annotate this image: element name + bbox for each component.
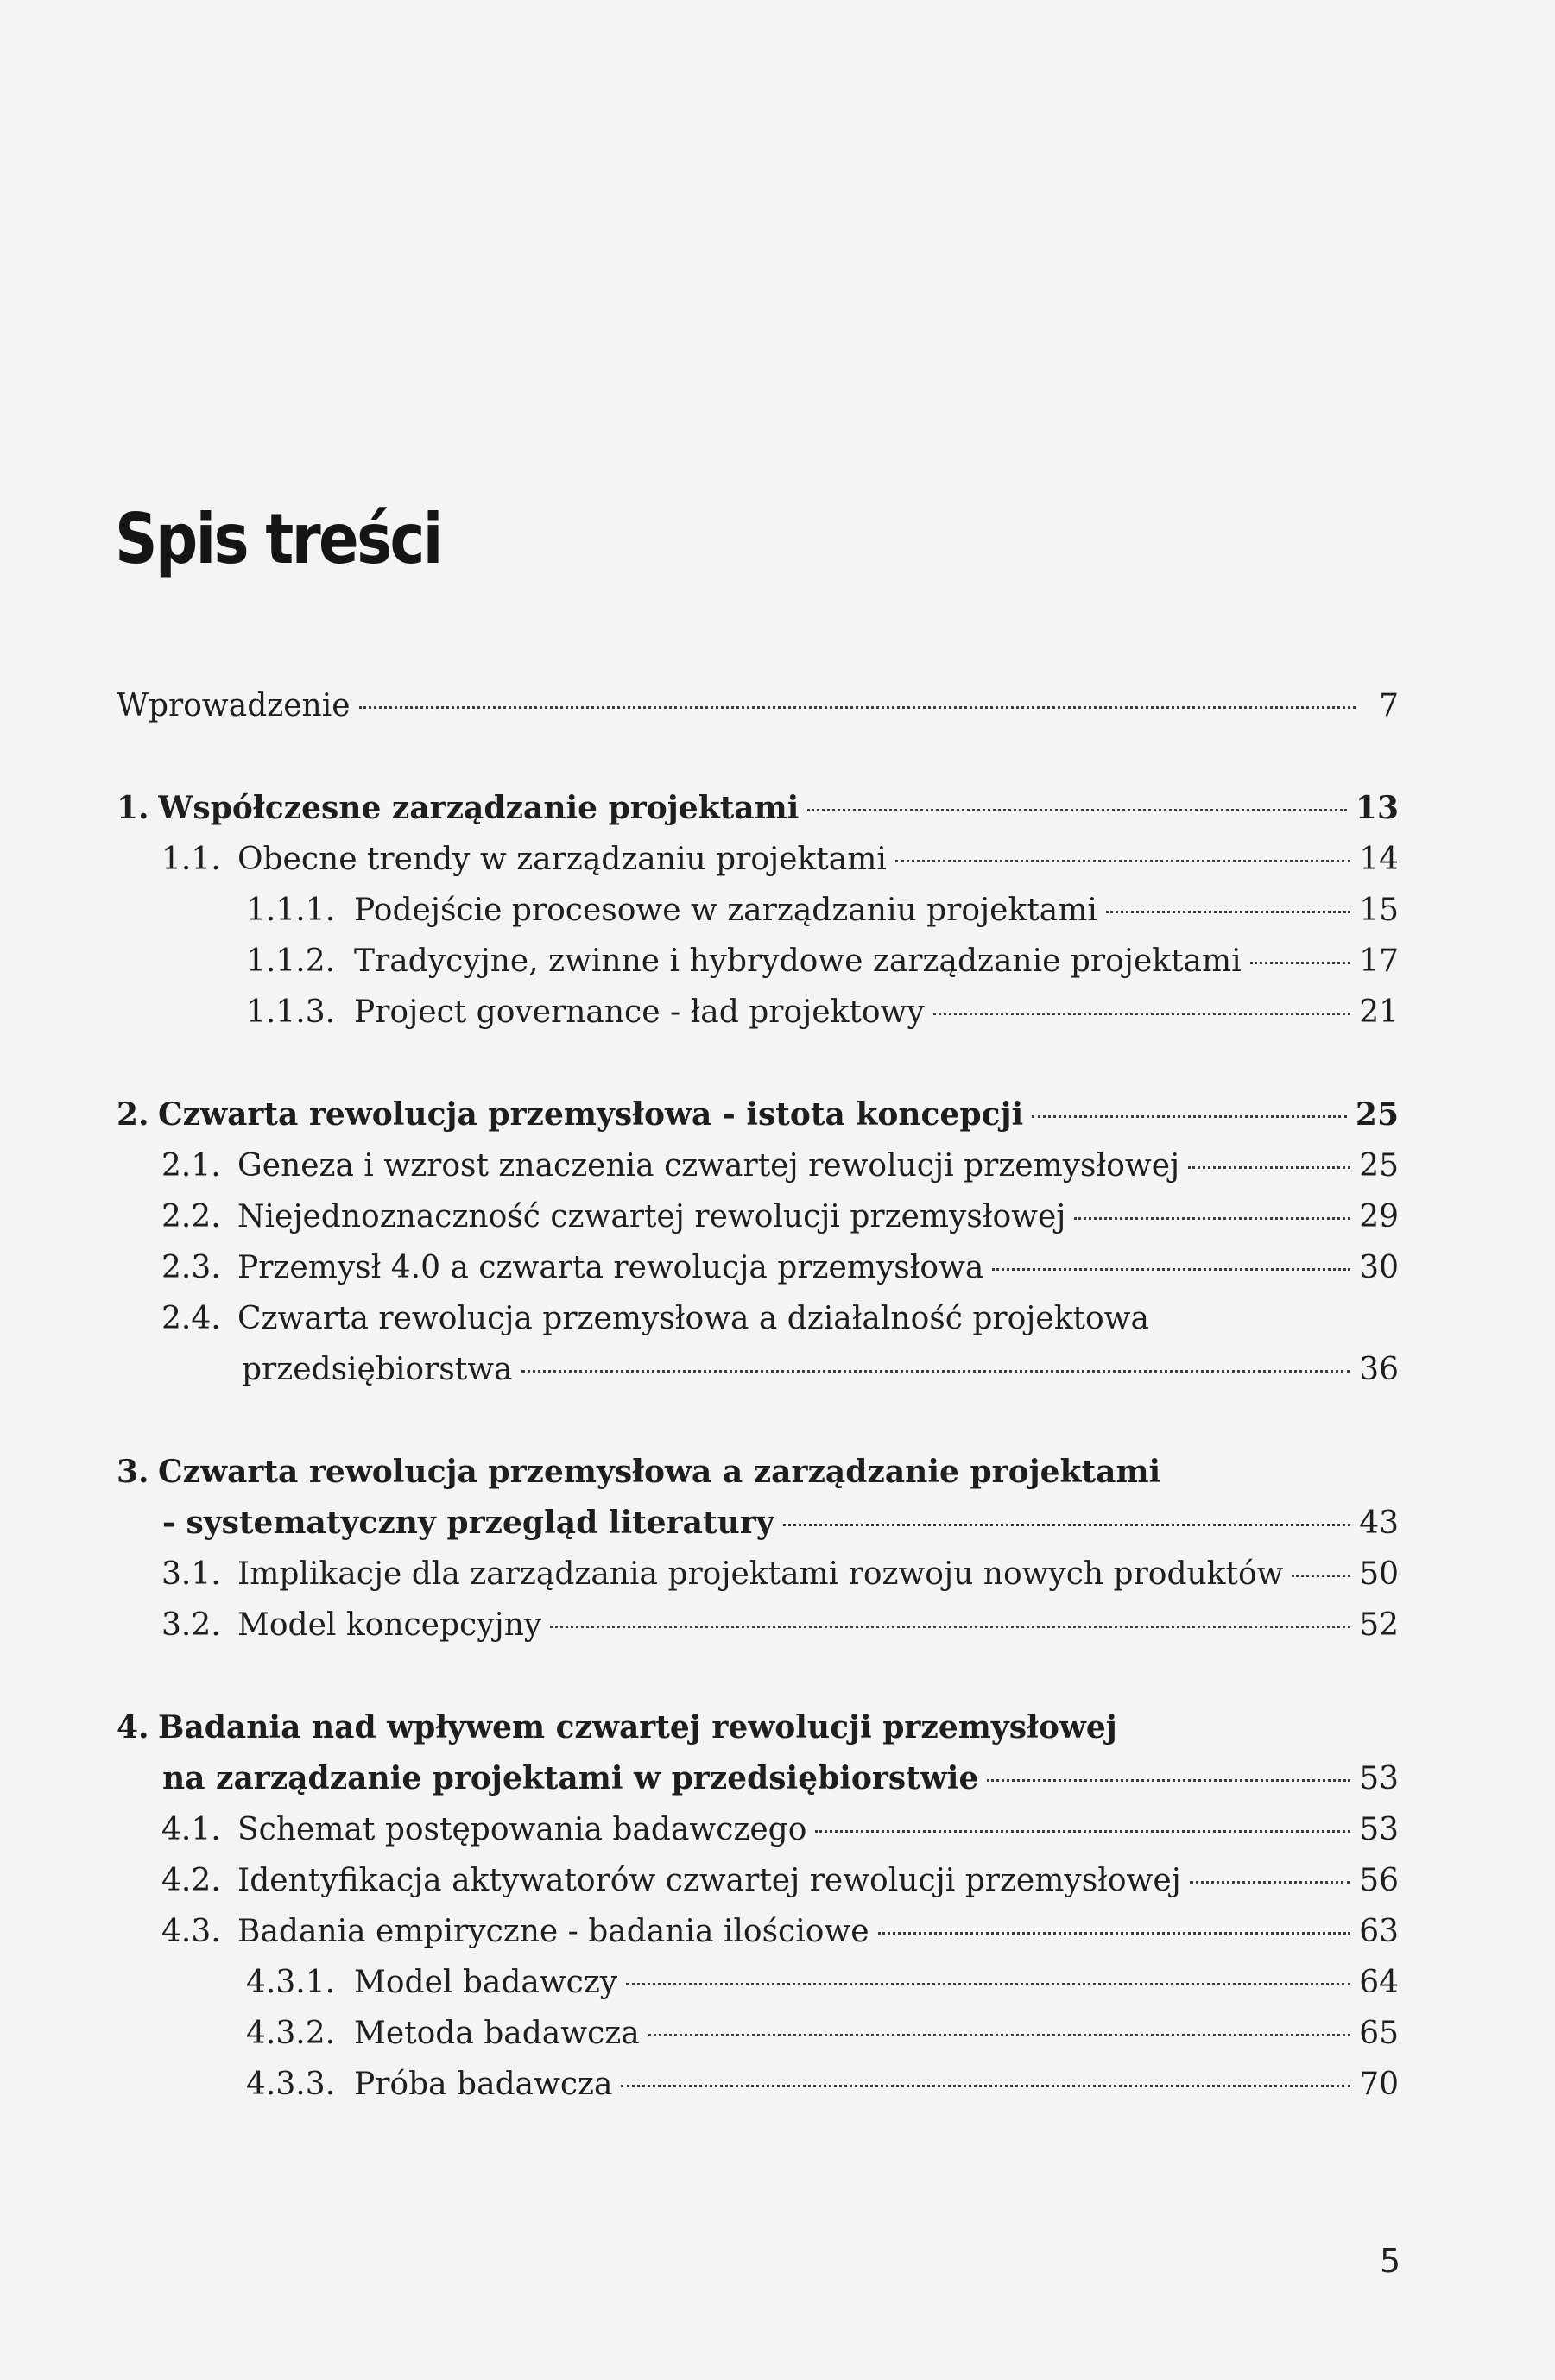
toc-entry-page: 30 (1359, 1250, 1399, 1285)
toc-entry[interactable] (117, 885, 1399, 936)
toc-entry[interactable] (117, 1906, 1399, 1957)
toc-entry-title: Współczesne zarządzanie projektami (158, 790, 800, 826)
toc-entry[interactable] (117, 2059, 1399, 2110)
toc-entry-number: 2.2. (161, 1199, 221, 1234)
toc-entry-title: Próba badawcza (354, 2067, 613, 2102)
toc-entry[interactable] (117, 1549, 1399, 1600)
toc-leader-dots (807, 809, 1347, 811)
toc-entry-number: 4.1. (161, 1812, 221, 1847)
page-number: 5 (1380, 2242, 1401, 2280)
toc-entry-number: 2.1. (161, 1148, 221, 1184)
toc-entry-title: Czwarta rewolucja przemysłowa - istota koncepcji (158, 1096, 1024, 1133)
toc-entry-title: Czwarta rewolucja przemysłowa a zarządzanie projektami (158, 1454, 1161, 1490)
toc-entry-title: Badania empiryczne - badania ilościowe (237, 1914, 869, 1949)
toc-entry-title: Czwarta rewolucja przemysłowa a działalność projektowa (237, 1301, 1149, 1336)
toc-section-gap (117, 1395, 1399, 1447)
toc-entry[interactable] (117, 1140, 1399, 1191)
toc-entry[interactable] (117, 1191, 1399, 1242)
toc-leader-dots (1190, 1881, 1350, 1884)
toc-leader-dots (1106, 911, 1350, 913)
toc-entry-page: 29 (1359, 1199, 1399, 1234)
toc-leader-dots (621, 2085, 1350, 2087)
toc-entry-title: Project governance - ład projektowy (354, 994, 925, 1030)
toc-entry-number: 3. (117, 1454, 149, 1490)
toc-entry[interactable] (117, 1804, 1399, 1855)
toc-leader-dots (359, 706, 1356, 709)
toc-entry-page: 70 (1359, 2067, 1399, 2102)
toc-entry-title: Identyfikacja aktywatorów czwartej rewolucji przemysłowej (237, 1863, 1181, 1898)
toc-leader-dots (550, 1626, 1350, 1628)
toc-entry[interactable] (117, 1447, 1399, 1498)
toc-entry-title: Obecne trendy w zarządzaniu projektami (237, 842, 887, 877)
toc-entry[interactable] (117, 2008, 1399, 2059)
toc-entry-title: Niejednoznaczność czwartej rewolucji przemysłowej (237, 1199, 1066, 1234)
toc-entry-number: 4.3. (161, 1914, 221, 1949)
toc-entry-number: 4.3.1. (246, 1965, 336, 2000)
toc-entry-number: 4. (117, 1709, 149, 1746)
toc-leader-dots (815, 1830, 1350, 1833)
toc-leader-dots (878, 1932, 1351, 1935)
toc-entry-number: 2.4. (161, 1301, 221, 1336)
toc-entry-page: 14 (1359, 842, 1399, 877)
toc-entry-title-cont: przedsiębiorstwa (242, 1352, 513, 1387)
toc-entry-page: 7 (1379, 688, 1399, 723)
toc-entry-page: 15 (1359, 893, 1399, 928)
toc-entry[interactable] (117, 783, 1399, 834)
table-of-contents (117, 680, 1399, 2110)
toc-entry-number: 2. (117, 1096, 149, 1133)
toc-leader-dots (783, 1524, 1351, 1526)
toc-entry-page: 21 (1359, 994, 1399, 1030)
toc-entry-title: Wprowadzenie (117, 688, 351, 723)
toc-entry-page: 53 (1359, 1761, 1399, 1796)
toc-entry-title: Schemat postępowania badawczego (237, 1812, 807, 1847)
toc-entry-title: Badania nad wpływem czwartej rewolucji przemysłowej (158, 1709, 1117, 1746)
toc-entry-number: 1.1. (161, 842, 221, 877)
toc-section-gap (117, 731, 1399, 783)
toc-entry-title-cont: - systematyczny przegląd literatury (162, 1505, 774, 1541)
toc-leader-dots (1292, 1575, 1350, 1577)
toc-entry-page: 25 (1359, 1148, 1399, 1184)
toc-leader-dots (626, 1983, 1350, 1985)
toc-leader-dots (648, 2034, 1351, 2036)
toc-entry[interactable] (117, 1293, 1399, 1344)
toc-entry-number: 3.2. (161, 1607, 221, 1643)
toc-entry-number: 1.1.1. (246, 893, 336, 928)
toc-entry-number: 4.2. (161, 1863, 221, 1898)
toc-entry[interactable] (117, 1855, 1399, 1906)
toc-leader-dots (987, 1779, 1350, 1782)
toc-entry-title: Tradycyjne, zwinne i hybrydowe zarządzanie projektami (354, 944, 1242, 979)
toc-leader-dots (933, 1013, 1350, 1015)
toc-leader-dots (895, 860, 1350, 862)
toc-leader-dots (1074, 1217, 1350, 1220)
toc-entry-title: Przemysł 4.0 a czwarta rewolucja przemysłowa (237, 1250, 984, 1285)
toc-entry-page: 63 (1359, 1914, 1399, 1949)
toc-entry[interactable] (117, 987, 1399, 1038)
toc-entry[interactable] (117, 1242, 1399, 1293)
toc-entry-page: 65 (1359, 2016, 1399, 2051)
toc-entry-title: Podejście procesowe w zarządzaniu projektami (354, 893, 1097, 928)
toc-entry-number: 1. (117, 790, 149, 826)
toc-leader-dots (1032, 1115, 1347, 1118)
toc-entry-page: 43 (1359, 1506, 1399, 1541)
toc-entry-page: 17 (1359, 944, 1399, 979)
toc-entry-number: 4.3.2. (246, 2016, 336, 2051)
toc-entry-page: 13 (1355, 790, 1399, 826)
toc-leader-dots (1188, 1166, 1350, 1169)
toc-entry-continuation[interactable] (117, 1344, 1399, 1395)
toc-entry-number: 2.3. (161, 1250, 221, 1285)
toc-leader-dots (992, 1268, 1350, 1271)
toc-entry-title: Metoda badawcza (354, 2016, 640, 2051)
toc-entry-number: 3.1. (161, 1556, 221, 1592)
toc-entry-continuation[interactable] (117, 1498, 1399, 1549)
toc-entry-page: 52 (1359, 1607, 1399, 1643)
toc-entry-number: 1.1.2. (246, 944, 336, 979)
toc-section-gap (117, 1651, 1399, 1702)
toc-entry-number: 1.1.3. (246, 994, 336, 1030)
toc-entry-page: 53 (1359, 1812, 1399, 1847)
toc-leader-dots (521, 1370, 1351, 1373)
toc-entry[interactable] (117, 1600, 1399, 1651)
toc-entry-page: 36 (1359, 1352, 1399, 1387)
toc-section-gap (117, 1038, 1399, 1089)
toc-entry-page: 50 (1359, 1556, 1399, 1592)
toc-entry-title: Geneza i wzrost znaczenia czwartej rewolucji przemysłowej (237, 1148, 1180, 1184)
toc-entry-page: 25 (1355, 1096, 1399, 1133)
toc-entry[interactable] (117, 834, 1399, 885)
toc-entry-page: 56 (1359, 1863, 1399, 1898)
toc-leader-dots (1250, 962, 1351, 964)
toc-entry[interactable] (117, 1702, 1399, 1753)
toc-entry-continuation[interactable] (117, 1753, 1399, 1804)
toc-entry-title: Model badawczy (354, 1965, 618, 2000)
toc-entry[interactable] (117, 1957, 1399, 2008)
toc-entry-title: Implikacje dla zarządzania projektami rozwoju nowych produktów (237, 1556, 1284, 1592)
toc-entry[interactable] (117, 1089, 1399, 1140)
toc-entry-number: 4.3.3. (246, 2067, 336, 2102)
toc-entry-title-cont: na zarządzanie projektami w przedsiębiorstwie (162, 1760, 979, 1796)
page-title: Spis treści (115, 499, 441, 579)
toc-entry-page: 64 (1359, 1965, 1399, 2000)
toc-entry[interactable] (117, 936, 1399, 987)
toc-entry-title: Model koncepcyjny (237, 1607, 542, 1643)
toc-entry[interactable] (117, 680, 1399, 731)
